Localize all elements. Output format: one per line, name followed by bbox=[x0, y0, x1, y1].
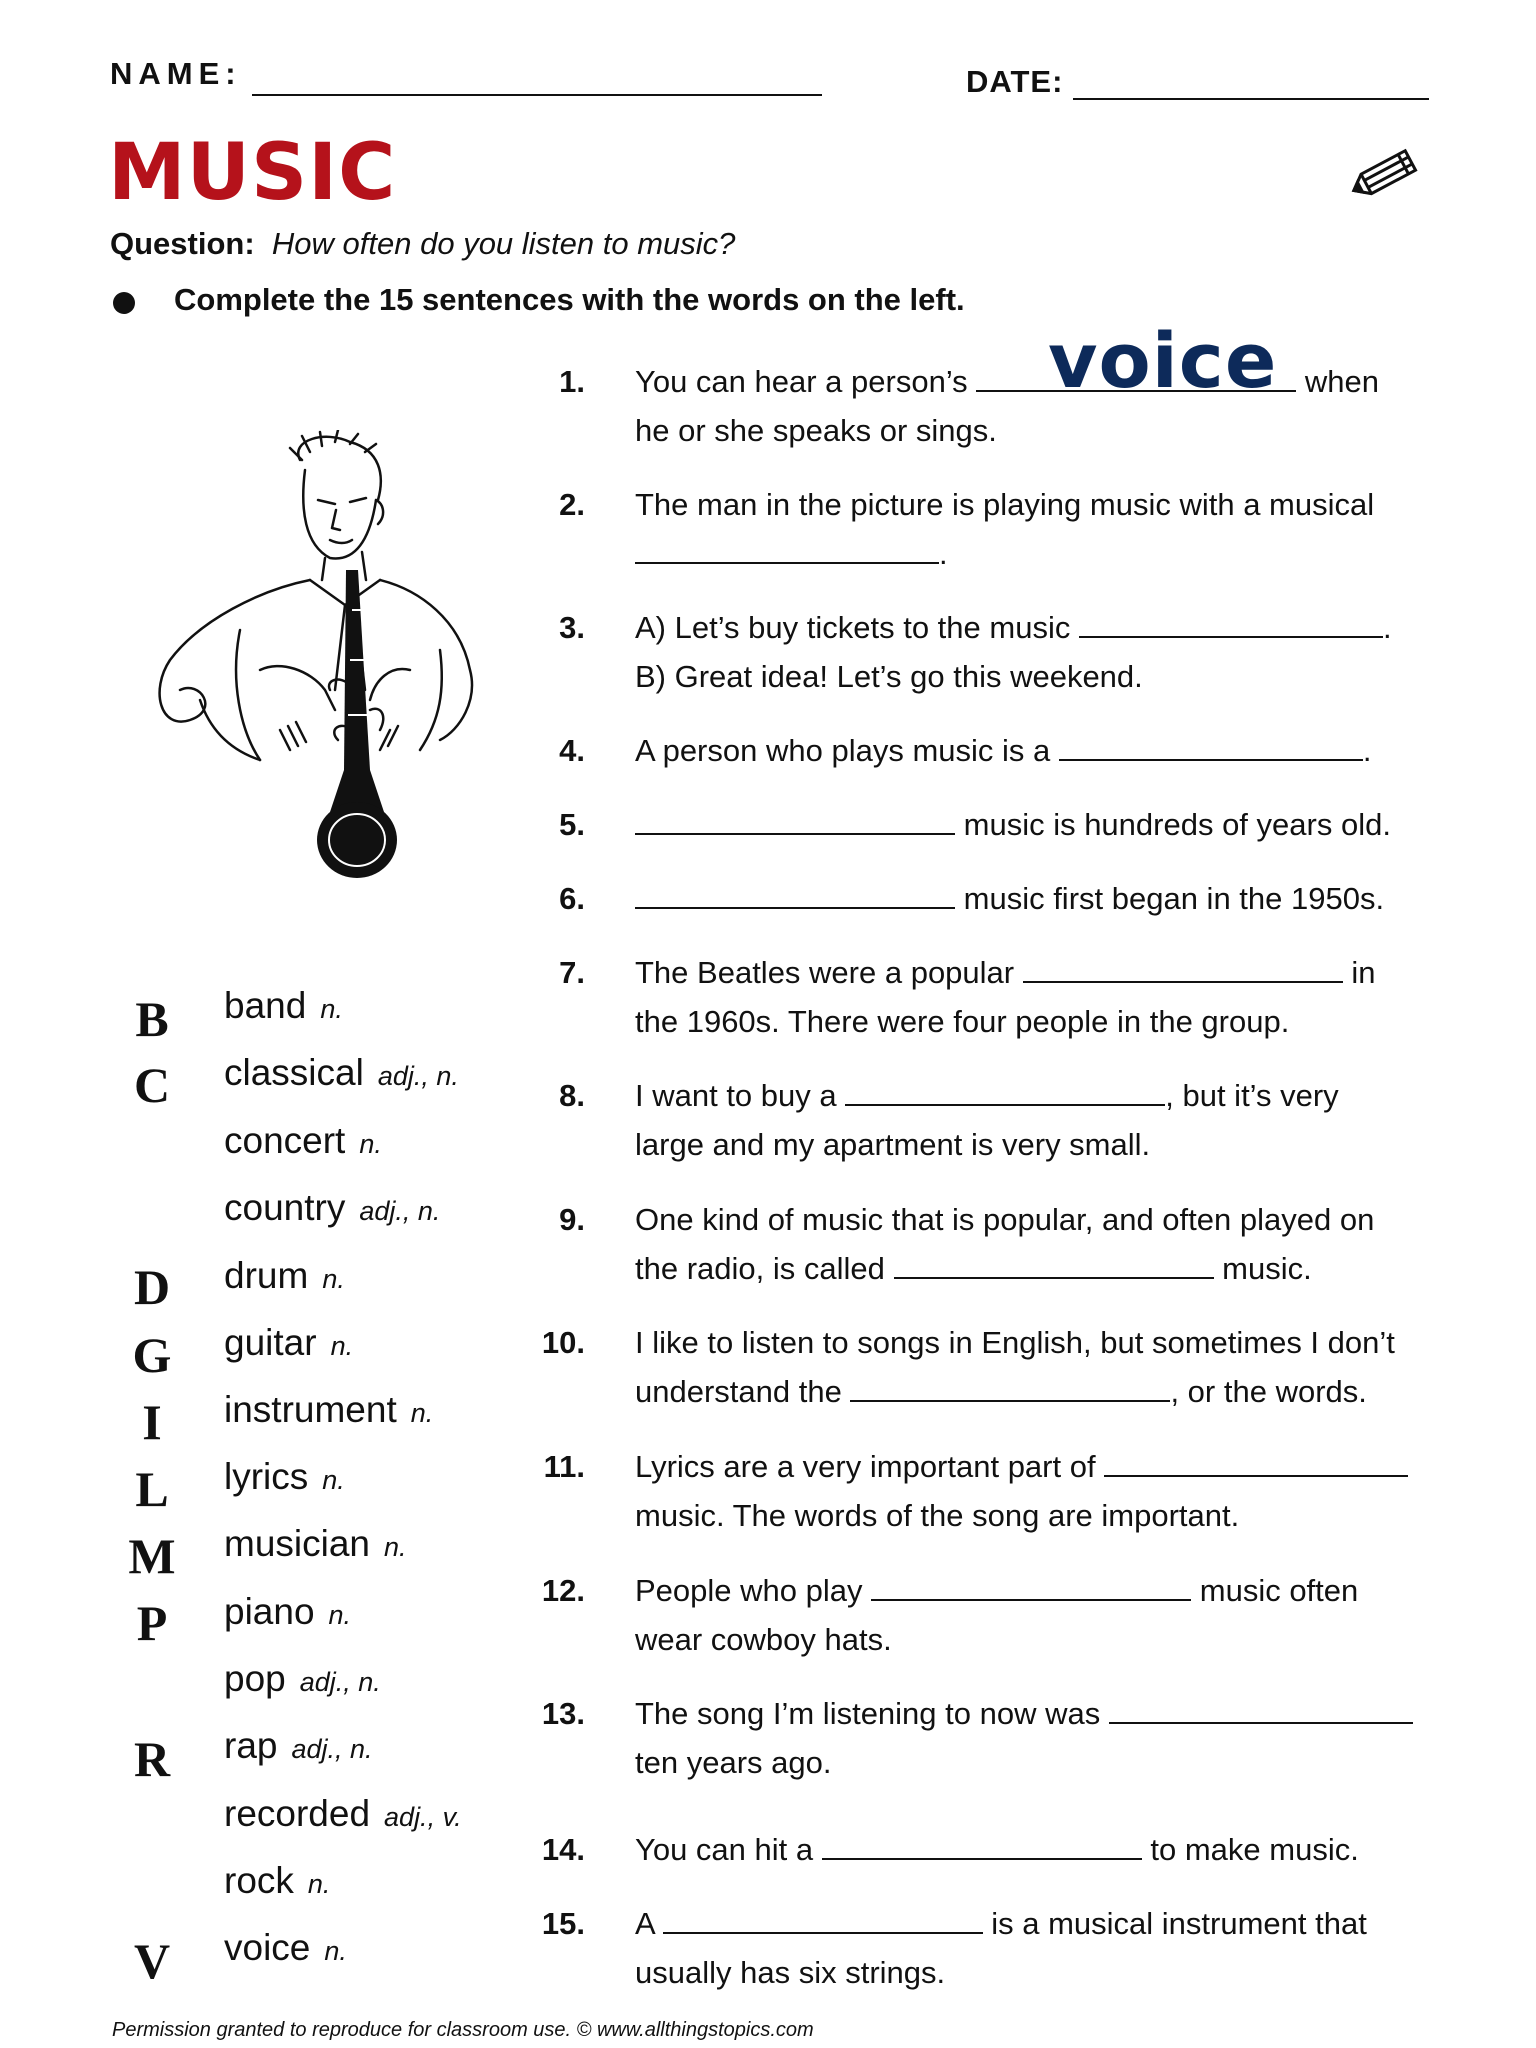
letter-heading: G bbox=[132, 1327, 172, 1383]
word-bank-item: concert n. bbox=[224, 1120, 382, 1161]
word-bank-item: lyrics n. bbox=[224, 1456, 345, 1497]
answer-blank[interactable] bbox=[871, 1575, 1191, 1601]
date-label: DATE: bbox=[966, 64, 1064, 99]
letter-heading: R bbox=[133, 1731, 171, 1787]
question-text: The Beatles were a popular in the 1960s. There were four people in the group. bbox=[635, 955, 1376, 1039]
question-text: How often do you listen to music? bbox=[271, 226, 736, 261]
word-bank-item: classical adj., n. bbox=[224, 1052, 459, 1093]
question-text: You can hear a person’s when he or she speaks or sings. bbox=[635, 364, 1380, 448]
answer-blank[interactable] bbox=[845, 1080, 1165, 1106]
question-number: 13. bbox=[541, 1696, 585, 1731]
question-text: People who play music often wear cowboy hats. bbox=[635, 1573, 1359, 1657]
answer-blank[interactable] bbox=[894, 1253, 1214, 1279]
question-text: The man in the picture is playing music with a musical . bbox=[635, 487, 1375, 571]
question-text: music first began in the 1950s. bbox=[635, 874, 1384, 923]
word-bank-item: band n. bbox=[224, 985, 343, 1026]
answer-blank[interactable] bbox=[1059, 735, 1363, 761]
question-text: I want to buy a , but it’s very large and my apartment is very small. bbox=[635, 1078, 1339, 1162]
handwritten-answer: voice bbox=[1048, 316, 1278, 405]
question-number: 7. bbox=[559, 955, 585, 990]
letter-heading: M bbox=[128, 1528, 176, 1584]
question-number: 14. bbox=[541, 1832, 585, 1867]
answer-blank[interactable] bbox=[635, 809, 955, 835]
letter-heading: C bbox=[133, 1057, 171, 1113]
question-text: music is hundreds of years old. bbox=[635, 800, 1391, 849]
question-label: Question: bbox=[110, 226, 255, 261]
question-number: 6. bbox=[559, 881, 585, 916]
word-bank-item: rock n. bbox=[224, 1860, 331, 1901]
question-text: I like to listen to songs in English, but sometimes I don’t understand the , or the words. bbox=[635, 1325, 1395, 1409]
question-text: A person who plays music is a . bbox=[635, 733, 1372, 768]
page-title: MUSIC bbox=[108, 128, 397, 218]
question-line bbox=[110, 226, 735, 262]
question-number: 9. bbox=[559, 1202, 585, 1237]
answer-blank[interactable] bbox=[635, 538, 939, 564]
word-bank-item: instrument n. bbox=[224, 1389, 434, 1430]
letter-heading: P bbox=[136, 1595, 168, 1651]
question-number: 8. bbox=[559, 1078, 585, 1113]
answer-blank[interactable] bbox=[1109, 1698, 1413, 1724]
answer-blank[interactable] bbox=[663, 1908, 983, 1934]
word-bank-item: recorded adj., v. bbox=[224, 1793, 462, 1834]
word-bank-item: piano n. bbox=[224, 1591, 352, 1632]
answer-blank[interactable] bbox=[850, 1376, 1170, 1402]
question-text: Lyrics are a very important part of music. The words of the song are important. bbox=[635, 1442, 1408, 1540]
word-bank-item: country adj., n. bbox=[224, 1187, 441, 1228]
letter-heading: I bbox=[142, 1394, 162, 1450]
question-number: 10. bbox=[541, 1325, 585, 1360]
answer-blank[interactable] bbox=[1023, 957, 1343, 983]
bullet-icon bbox=[113, 292, 135, 314]
answer-blank[interactable] bbox=[1079, 612, 1383, 638]
word-bank-item: guitar n. bbox=[224, 1322, 354, 1363]
letter-heading: B bbox=[135, 991, 169, 1047]
letter-heading: V bbox=[133, 1933, 171, 1989]
question-number: 1. bbox=[559, 364, 585, 399]
answer-blank[interactable] bbox=[822, 1834, 1142, 1860]
question-number: 15. bbox=[541, 1906, 585, 1941]
question-number: 12. bbox=[541, 1573, 585, 1608]
answer-blank[interactable] bbox=[1104, 1451, 1408, 1477]
word-bank-item: musician n. bbox=[224, 1523, 407, 1564]
clarinet-player-illustration bbox=[140, 430, 490, 900]
instructions: Complete the 15 sentences with the words on the left. bbox=[174, 282, 965, 317]
question-number: 3. bbox=[559, 610, 585, 645]
question-number: 11. bbox=[543, 1449, 585, 1484]
question-number: 4. bbox=[559, 733, 585, 768]
word-bank-item: rap adj., n. bbox=[224, 1725, 373, 1766]
answer-blank[interactable] bbox=[635, 883, 955, 909]
question-text: One kind of music that is popular, and often played on the radio, is called music. bbox=[635, 1202, 1375, 1286]
question-text: The song I’m listening to now was ten years ago. bbox=[635, 1689, 1413, 1787]
name-field[interactable] bbox=[252, 94, 822, 96]
question-number: 5. bbox=[559, 807, 585, 842]
question-text: A) Let’s buy tickets to the music . B) Great idea! Let’s go this weekend. bbox=[635, 610, 1392, 694]
word-bank-item: voice n. bbox=[224, 1927, 347, 1968]
name-label: NAME: bbox=[110, 56, 242, 91]
footer-permission: Permission granted to reproduce for classroom use. © www.allthingstopics.com bbox=[112, 2019, 814, 2041]
question-text: A is a musical instrument that usually has six strings. bbox=[635, 1906, 1367, 1990]
pencil-icon bbox=[1342, 140, 1424, 210]
word-bank-item: pop adj., n. bbox=[224, 1658, 381, 1699]
letter-heading: L bbox=[135, 1461, 169, 1517]
date-field[interactable] bbox=[1073, 98, 1429, 100]
word-bank-item: drum n. bbox=[224, 1255, 345, 1296]
question-number: 2. bbox=[559, 487, 585, 522]
question-text: You can hit a to make music. bbox=[635, 1832, 1359, 1867]
letter-heading: D bbox=[133, 1259, 171, 1315]
